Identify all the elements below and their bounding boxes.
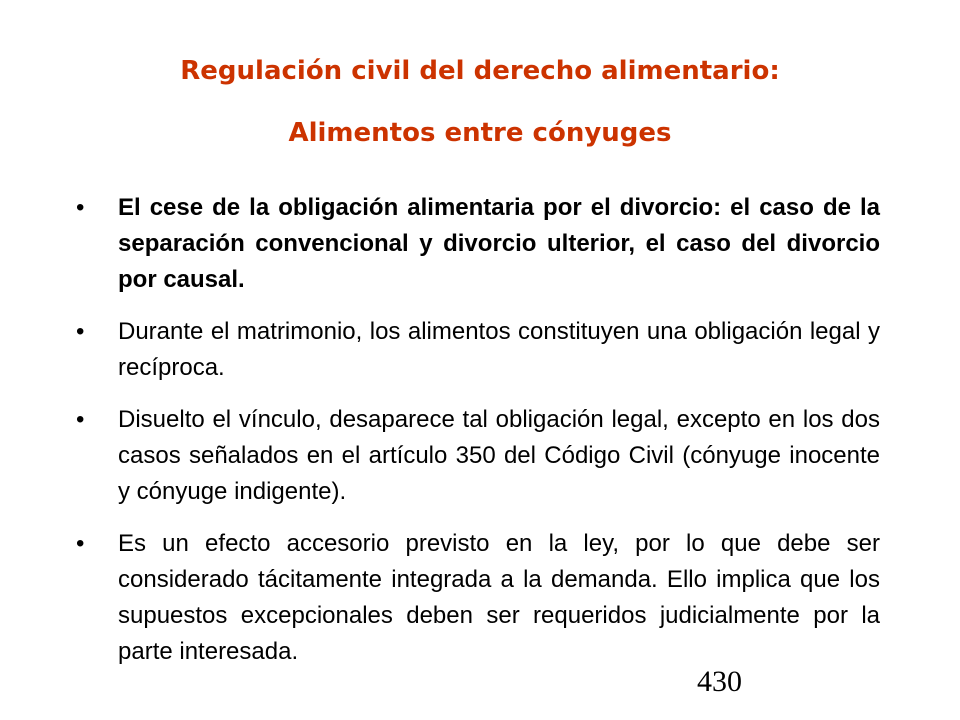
bullet-icon: • [76, 530, 85, 557]
bullet-text: Disuelto el vínculo, desaparece tal obligación legal, excepto en los dos casos señalados en el artículo 350 del Código Civil (cónyuge inocente y cónyuge indigente). [118, 406, 880, 505]
bullet-text: Es un efecto accesorio previsto en la ley, por lo que debe ser considerado tácitamente integrada a la demanda. Ello implica que los supuestos excepcionales deben ser requeridos judicialmente por la parte interesada. [118, 530, 880, 665]
bullet-icon: • [76, 318, 85, 345]
bullet-icon: • [76, 194, 85, 221]
page-number: 430 [697, 665, 742, 698]
slide-title: Regulación civil del derecho alimentario: [180, 56, 780, 86]
bullet-list [76, 190, 880, 686]
bullet-item [76, 190, 880, 298]
bullet-text: Durante el matrimonio, los alimentos constituyen una obligación legal y recíproca. [118, 318, 880, 381]
bullet-item [76, 526, 880, 670]
bullet-item [76, 402, 880, 510]
bullet-text: El cese de la obligación alimentaria por el divorcio: el caso de la separación convencional y divorcio ulterior, el caso del divorcio por causal. [118, 194, 880, 293]
slide-subtitle: Alimentos entre cónyuges [288, 118, 672, 148]
bullet-icon: • [76, 406, 85, 433]
bullet-item [76, 314, 880, 386]
